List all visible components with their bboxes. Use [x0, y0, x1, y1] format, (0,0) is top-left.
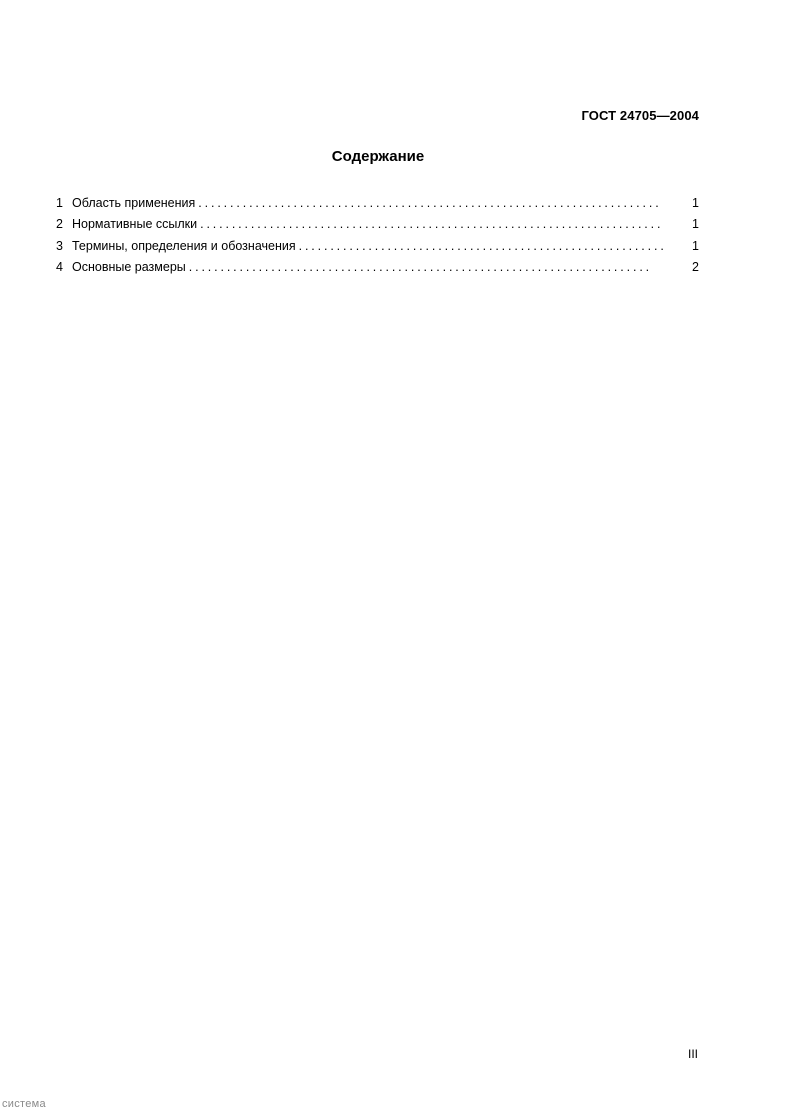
toc-item[interactable]	[56, 194, 699, 215]
toc-item-page: 2	[692, 259, 699, 274]
table-of-contents	[56, 194, 699, 279]
toc-dot-leader	[200, 215, 663, 233]
toc-item[interactable]	[56, 215, 699, 236]
toc-item-number: 2	[56, 217, 63, 232]
toc-dot-leader	[299, 237, 663, 255]
watermark: система	[2, 1098, 46, 1110]
toc-item[interactable]	[56, 258, 699, 279]
toc-item[interactable]	[56, 237, 699, 258]
toc-item-label: Нормативные ссылки	[72, 217, 198, 232]
document-code: ГОСТ 24705—2004	[581, 108, 699, 123]
toc-dot-leader	[198, 194, 662, 212]
toc-item-page: 1	[692, 196, 699, 210]
toc-item-label: Основные размеры	[72, 259, 186, 274]
toc-item-number: 4	[56, 259, 63, 274]
toc-item-number: 1	[56, 196, 63, 210]
page-number: III	[687, 1047, 698, 1061]
toc-item-page: 1	[692, 217, 699, 232]
toc-dot-leader	[189, 258, 653, 276]
toc-item-label: Термины, определения и обозначения	[72, 238, 296, 253]
toc-item-number: 3	[56, 238, 63, 253]
toc-title: Содержание	[331, 148, 425, 165]
toc-item-page: 1	[692, 238, 699, 253]
toc-item-label: Область применения	[72, 196, 196, 210]
